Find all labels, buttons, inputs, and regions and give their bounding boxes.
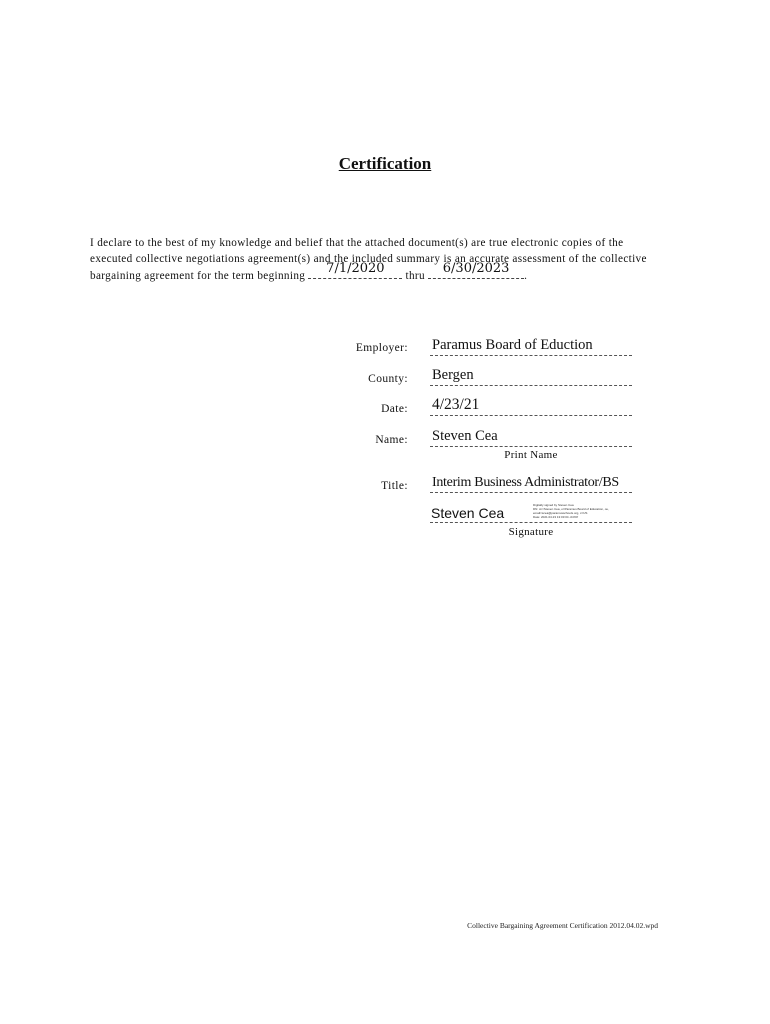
declaration-line-1: I declare to the best of my knowledge and belief that the attached document(s) are true electronic copies of the — [90, 237, 624, 249]
footer-filename: Collective Bargaining Agreement Certification 2012.04.02.wpd — [467, 921, 658, 930]
title-field[interactable] — [430, 476, 632, 493]
document-title: Certification — [338, 154, 432, 173]
name-field[interactable] — [430, 430, 632, 447]
signature-meta-line: DN: cn=Steven Cea, o=Paramus Board of Education, ou, — [533, 507, 609, 511]
signature-meta-line: Date: 2021.04.23 13:03:04 -04'00' — [533, 515, 579, 519]
county-field[interactable] — [430, 369, 632, 386]
digital-signature-name: Steven Cea — [431, 505, 505, 521]
date-value: 4/23/21 — [432, 396, 480, 413]
term-end-field[interactable] — [428, 261, 524, 279]
employer-label: Employer: — [355, 342, 408, 354]
digital-signature-details — [533, 503, 633, 519]
date-label: Date: — [381, 403, 408, 415]
name-value: Steven Cea — [432, 428, 498, 444]
term-start-value: 7/1/2020 — [326, 261, 385, 276]
declaration-line-2: executed collective negotiations agreement(s) and the included summary is an accurate assessment of the collective — [90, 253, 647, 265]
signature-caption: Signature — [508, 526, 554, 538]
term-end-value: 6/30/2023 — [442, 261, 510, 276]
title-value: Interim Business Administrator/BS — [432, 475, 619, 490]
signature-meta-line: email=scea@paramusschools.org, c=US — [533, 511, 588, 515]
print-name-caption: Print Name — [504, 449, 558, 461]
county-value: Bergen — [432, 367, 474, 383]
declaration-prefix: bargaining agreement for the term beginning — [90, 270, 306, 282]
signature-field[interactable] — [430, 503, 632, 523]
term-start-field[interactable] — [308, 261, 402, 279]
thru-word: thru — [405, 270, 425, 282]
signature-meta-line: Digitally signed by Steven Cea — [533, 503, 574, 507]
name-label: Name: — [375, 434, 408, 446]
county-label: County: — [368, 373, 408, 385]
employer-value: Paramus Board of Eduction — [432, 337, 593, 353]
declaration-line-3 — [90, 261, 690, 284]
date-field[interactable] — [430, 396, 632, 416]
employer-field[interactable] — [430, 339, 632, 356]
period: . — [524, 270, 528, 282]
title-label: Title: — [381, 480, 408, 492]
declaration-paragraph — [90, 235, 690, 284]
